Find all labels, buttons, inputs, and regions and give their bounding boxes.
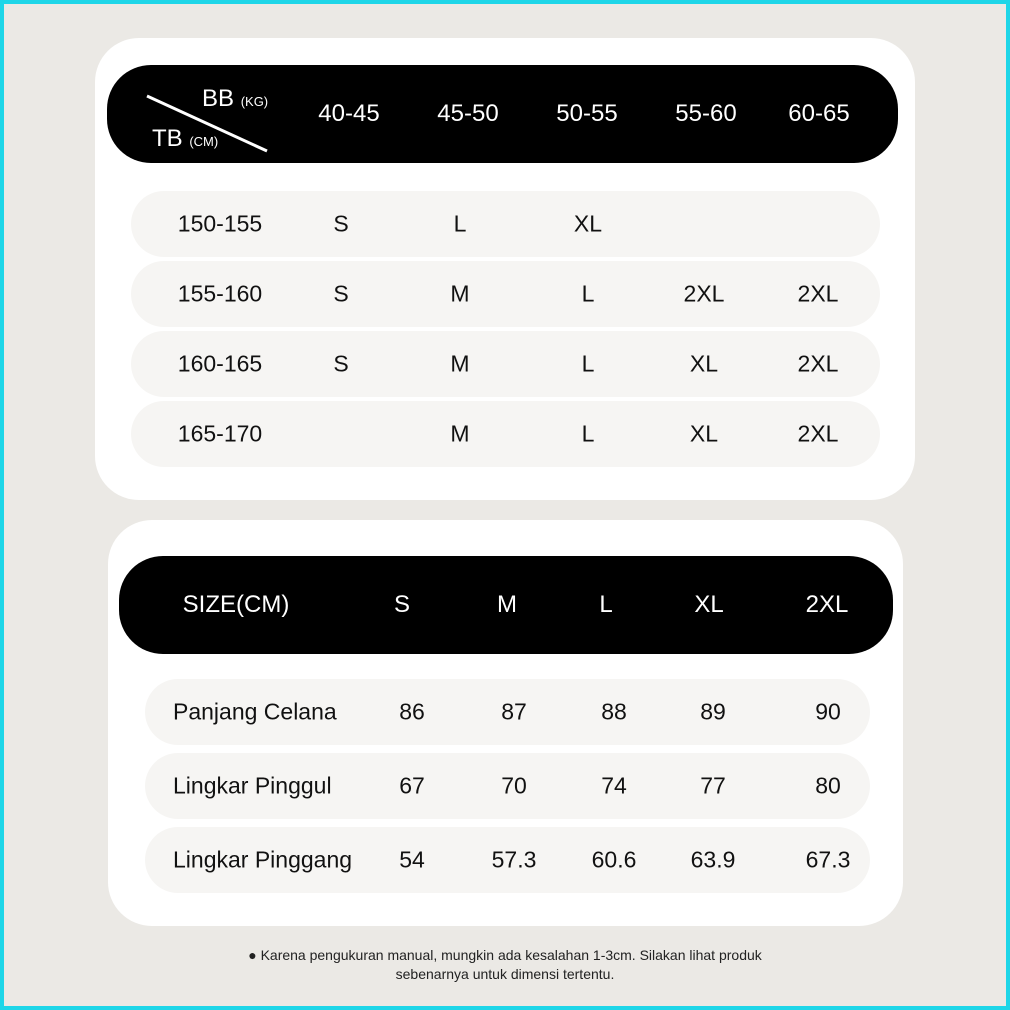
table-cell: 87 [501, 698, 527, 725]
table-cell: 2XL [797, 280, 839, 307]
column-header: 50-55 [556, 100, 618, 127]
table-cell: L [453, 210, 467, 237]
row-label: Lingkar Pinggul [173, 772, 332, 799]
table-row [131, 401, 880, 467]
table-cell: L [581, 350, 595, 377]
row-label: 165-170 [177, 420, 263, 447]
measurement-note [4, 946, 1006, 984]
column-header: 60-65 [788, 100, 850, 127]
table-row [145, 753, 870, 819]
weight-header [107, 65, 898, 163]
table-cell: 54 [399, 846, 425, 873]
column-header: XL [694, 591, 724, 618]
table-row [131, 331, 880, 397]
table-cell: 90 [815, 698, 841, 725]
table-cell: 63.9 [690, 846, 736, 873]
row-label: 150-155 [177, 210, 263, 237]
row-label: Lingkar Pinggang [173, 846, 353, 873]
table-cell: S [333, 210, 349, 237]
table-cell: 86 [399, 698, 425, 725]
corner-bb: BB (KG) [202, 85, 269, 112]
table-cell: S [333, 350, 349, 377]
table-cell: 74 [601, 772, 627, 799]
table-cell: 89 [700, 698, 726, 725]
column-header: 45-50 [437, 100, 499, 127]
table-cell: M [450, 420, 470, 447]
size-header-label: SIZE(CM) [182, 591, 290, 618]
size-header [119, 556, 893, 654]
table-cell: 60.6 [591, 846, 637, 873]
note-line-1: ● Karena pengukuran manual, mungkin ada kesalahan 1-3cm. Silakan lihat produk [248, 947, 762, 963]
table-cell: 67 [399, 772, 425, 799]
column-header: 55-60 [675, 100, 737, 127]
table-cell: XL [573, 210, 603, 237]
table-cell: XL [689, 350, 719, 377]
row-label: 155-160 [177, 280, 263, 307]
table-row [145, 827, 870, 893]
row-label: Panjang Celana [173, 698, 337, 725]
table-cell: 57.3 [491, 846, 537, 873]
table-cell: 80 [815, 772, 841, 799]
table-cell: M [450, 350, 470, 377]
note-line-2: sebenarnya untuk dimensi tertentu. [395, 966, 615, 982]
table-cell: 2XL [683, 280, 725, 307]
column-header: S [393, 591, 411, 618]
table-cell: 88 [601, 698, 627, 725]
table-cell: 2XL [797, 350, 839, 377]
column-header: L [599, 591, 613, 618]
table-row [131, 261, 880, 327]
column-header: M [497, 591, 517, 618]
table-cell: M [450, 280, 470, 307]
table-cell: S [333, 280, 349, 307]
table-cell: 70 [501, 772, 527, 799]
table-cell: 2XL [797, 420, 839, 447]
measurement-card [108, 520, 903, 926]
table-cell: L [581, 420, 595, 447]
body-weight-size-card [95, 38, 915, 500]
table-cell: 67.3 [805, 846, 851, 873]
column-header: 2XL [805, 591, 849, 618]
table-row [145, 679, 870, 745]
table-cell: 77 [700, 772, 726, 799]
table-cell: L [581, 280, 595, 307]
table-row [131, 191, 880, 257]
column-header: 40-45 [318, 100, 380, 127]
row-label: 160-165 [177, 350, 263, 377]
corner-tb: TB (CM) [152, 125, 219, 152]
table-cell: XL [689, 420, 719, 447]
